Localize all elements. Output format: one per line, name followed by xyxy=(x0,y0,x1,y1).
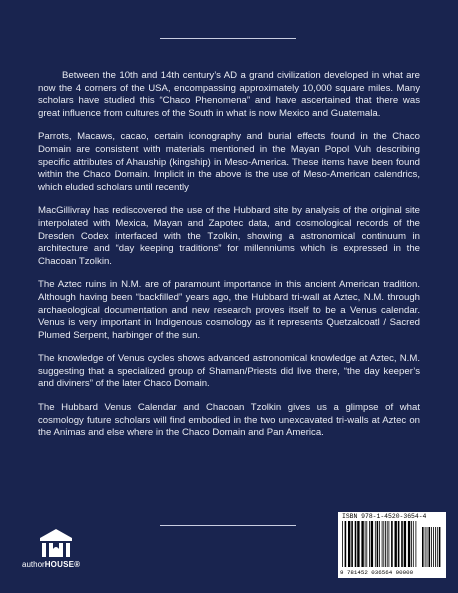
barcode-bar xyxy=(385,521,386,567)
barcode-addon-bar xyxy=(439,527,441,567)
barcode-bar xyxy=(398,521,400,567)
isbn-barcode xyxy=(338,512,446,578)
barcode-bar xyxy=(379,521,380,567)
barcode-bar xyxy=(348,521,350,567)
paragraph-2: Parrots, Macaws, cacao, certain iconography and burial effects found in the Chaco Domain are consistent with materials mentioned in the Mayan Popol Vuh describing specific attributes of Ahauship (kingship) in Meso-America. These items have been found within the Chaco Domain. Implicit in the above is the use of Meso-American calendrics, which eluded scholars until recently xyxy=(38,131,420,193)
barcode-addon-bar xyxy=(433,527,434,567)
barcode-bar xyxy=(375,521,376,567)
publisher-name-prefix: author xyxy=(22,560,45,569)
isbn-label: ISBN 978-1-4520-3654-4 xyxy=(342,513,427,520)
publisher-logo xyxy=(22,527,94,577)
barcode-bar xyxy=(345,521,347,567)
barcode-bar xyxy=(395,521,397,567)
barcode-bar xyxy=(413,521,414,567)
barcode-bar xyxy=(369,521,370,567)
barcode-bar xyxy=(371,521,373,567)
barcode-bar xyxy=(382,521,383,567)
top-divider xyxy=(160,38,296,39)
barcode-bar xyxy=(365,521,366,567)
barcode-addon-bar xyxy=(427,527,428,567)
barcode-digits xyxy=(340,569,444,576)
barcode-bar xyxy=(351,521,353,567)
barcode-addon-bar xyxy=(425,527,426,567)
barcode-bar xyxy=(387,521,388,567)
barcode-number: 9 781452 036564 xyxy=(340,569,393,576)
barcode-addon-bar xyxy=(431,527,432,567)
bottom-divider xyxy=(160,525,296,526)
authorhouse-logo-icon xyxy=(38,527,74,559)
barcode-bar xyxy=(377,521,379,567)
back-cover-description xyxy=(38,70,420,451)
barcode-bars xyxy=(342,521,442,569)
barcode-bar xyxy=(361,521,363,567)
publisher-name xyxy=(22,560,102,569)
barcode-bar xyxy=(391,521,393,567)
barcode-addon: 90000 xyxy=(395,569,414,576)
barcode-bar xyxy=(416,521,417,567)
barcode-bar xyxy=(389,521,390,567)
paragraph-5: The knowledge of Venus cycles shows advanced astronomical knowledge at Aztec, N.M. suggesting that a specialized group of Shaman/Priests did live there, “the day keeper’s and diviners” of the later Chaco Domain. xyxy=(38,353,420,390)
barcode-addon-bar xyxy=(422,527,424,567)
paragraph-4: The Aztec ruins in N.M. are of paramount importance in this ancient American tradition. Although having been “backfilled” years ago, the Hubbard tri-wall at Aztec, N.M. through archaeological documentation and new research proves itself to be a Venus calendar. Venus is very important in Indigenous cosmology as it represents Quetzalcoatl / Sacred Plumed Serpent, harbinger of the sun. xyxy=(38,279,420,341)
barcode-bar xyxy=(408,521,410,567)
barcode-bar xyxy=(401,521,403,567)
barcode-bar xyxy=(357,521,359,567)
publisher-name-suffix: HOUSE® xyxy=(44,560,81,569)
paragraph-1: Between the 10th and 14th century’s AD a grand civilization developed in what are now the 4 corners of the USA, encompassing approximately 10,000 square miles. Many scholars have studied this “Chaco Phenomena” and have ascertained that there was great influence from cultures of the South in what is now Mexico and Guatemala. xyxy=(38,70,420,119)
paragraph-3: MacGillivray has rediscovered the use of the Hubbard site by analysis of the original site interpolated with Mexica, Mayan and Zapotec data, and cosmological records of the Dresden Codex interfaced with the Tzolkin, showing a astronomical continuum in architecture and “day keeping traditions” for millenniums which is expressed in the Chacoan Tzolkin. xyxy=(38,205,420,267)
barcode-bar xyxy=(411,521,412,567)
barcode-bar xyxy=(383,521,384,567)
paragraph-6: The Hubbard Venus Calendar and Chacoan Tzolkin gives us a glimpse of what cosmology future scholars will find embodied in the two unexcavated tri-walls at Aztec on the Animas and else where in the Chaco Domain and Pan America. xyxy=(38,402,420,439)
barcode-bar xyxy=(366,521,367,567)
barcode-bar xyxy=(355,521,357,567)
barcode-bar xyxy=(342,521,343,567)
barcode-addon-bar xyxy=(429,527,431,567)
barcode-addon-bar xyxy=(435,527,436,567)
barcode-addon-bar xyxy=(437,527,438,567)
barcode-bar xyxy=(404,521,406,567)
